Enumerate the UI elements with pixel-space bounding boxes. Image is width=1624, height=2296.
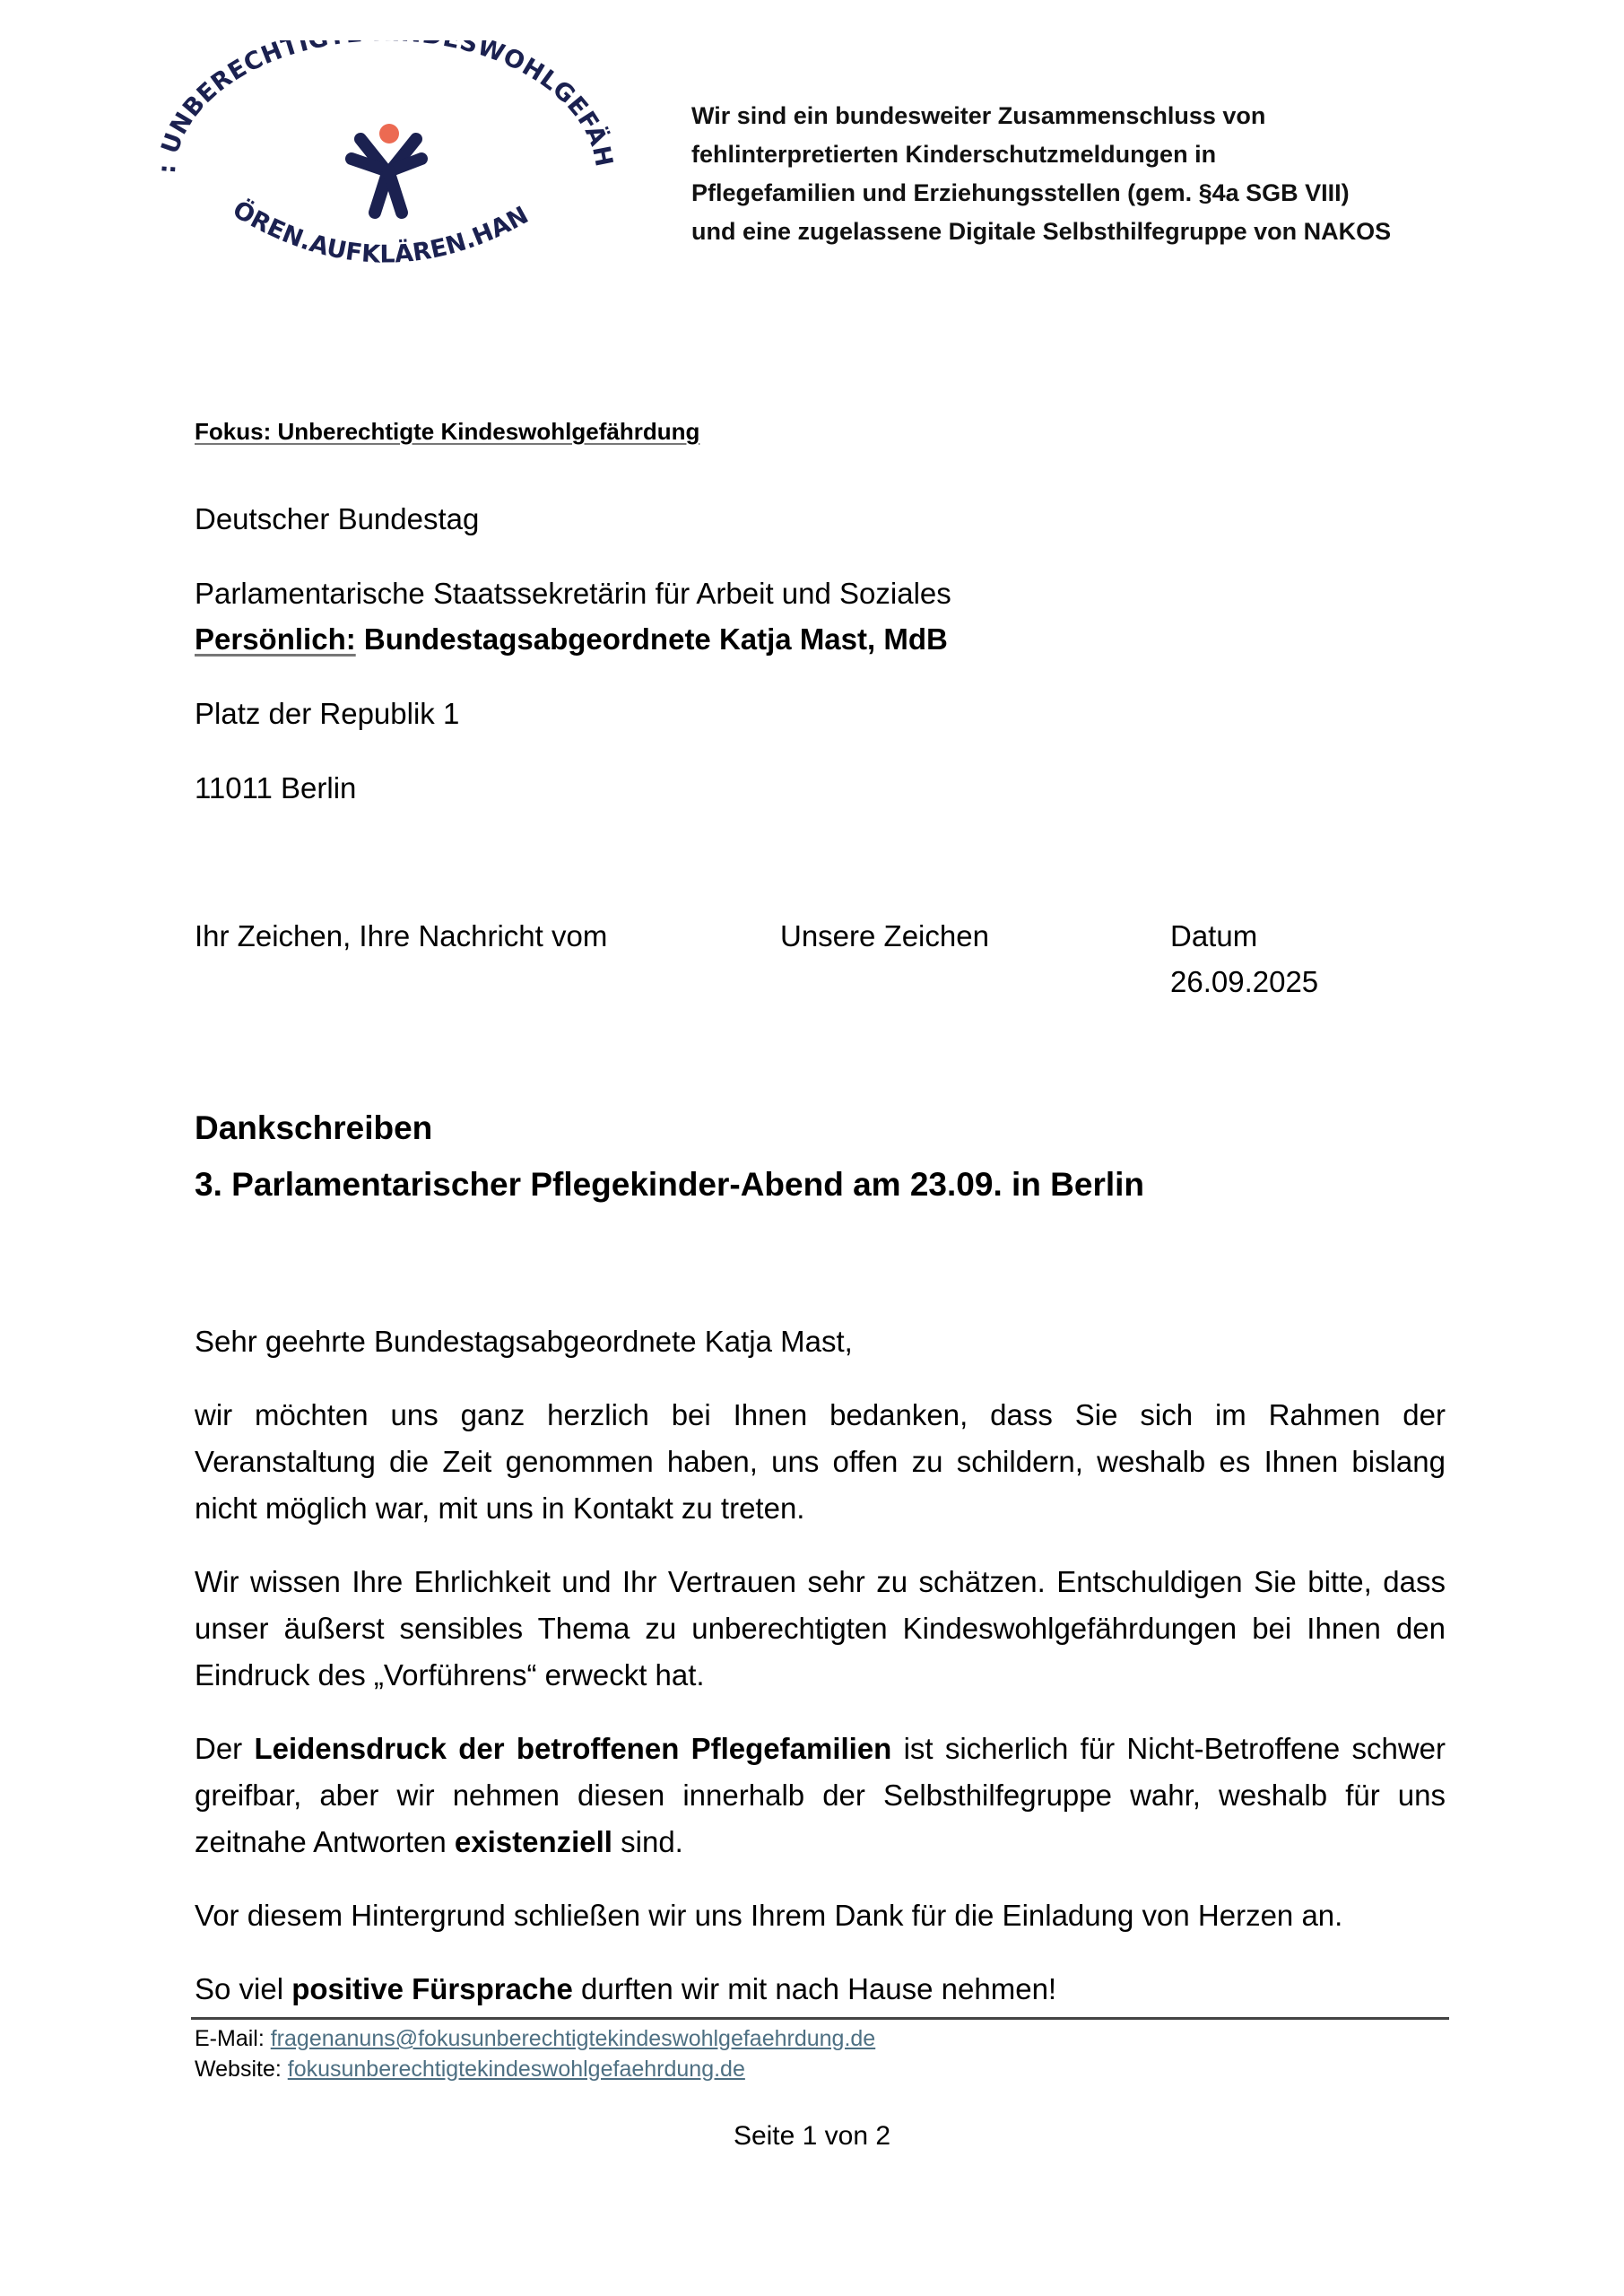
personal-label: Persönlich: xyxy=(195,622,356,656)
organization-statement xyxy=(691,97,1498,251)
email-link[interactable]: fragenanuns@fokusunberechtigtekindeswohlgefaehrdung.de xyxy=(270,2026,876,2051)
logo-top-arc-text: : UNBERECHTI SWOHLGEFÄH xyxy=(152,40,618,175)
your-reference-label: Ihr Zeichen, Ihre Nachricht vom xyxy=(195,919,608,952)
date-label: Datum xyxy=(1170,919,1258,952)
bold-text: existenziell xyxy=(454,1825,612,1858)
text-run: So viel xyxy=(195,1972,292,2005)
sender-return-line: Fokus: Unberechtigte Kindeswohlgefährdung xyxy=(195,418,700,445)
page-number: Seite 1 von 2 xyxy=(733,2121,891,2151)
recipient-organization: Deutscher Bundestag xyxy=(195,502,480,535)
recipient-street: Platz der Republik 1 xyxy=(195,697,460,730)
paragraph xyxy=(195,1726,1446,1866)
salutation: Sehr geehrte Bundestagsabgeordnete Katja Mast, xyxy=(195,1325,853,1358)
organization-logo xyxy=(152,40,619,300)
logo-graphic xyxy=(152,40,619,300)
letter-body xyxy=(195,1318,1446,2039)
recipient-personal xyxy=(195,622,948,657)
text-run: Der xyxy=(195,1732,255,1765)
email-label: E-Mail: xyxy=(195,2026,271,2051)
text-run: ist sicherlich für Nicht-Betroffene schwer greifbar, aber wir nehmen diesen innerhalb der Selbsthilfegruppe wahr, weshalb für uns zeitnahe Antworten xyxy=(195,1732,1446,1858)
text-run: sind. xyxy=(612,1825,683,1858)
recipient-role: Parlamentarische Staatssekretärin für Arbeit und Soziales xyxy=(195,577,951,610)
logo-bottom-arc-text: ÖREN.AUFKLÄREN.HAN xyxy=(228,196,534,269)
recipient-city: 11011 Berlin xyxy=(195,771,357,804)
bold-text: positive Fürsprache xyxy=(291,1972,573,2005)
paragraph: Vor diesem Hintergrund schließen wir uns Ihrem Dank für die Einladung von Herzen an. xyxy=(195,1899,1343,1932)
paragraph: Wir wissen Ihre Ehrlichkeit und Ihr Vertrauen sehr zu schätzen. Entschuldigen Sie bitte, dass unser äußerst sensibles Thema zu unberechtigten Kindeswohlgefährdungen bei Ihnen den Eindruck des „Vorführens“ erweckt hat. xyxy=(195,1565,1446,1692)
statement-line: und eine zugelassene Digitale Selbsthilfegruppe von NAKOS xyxy=(691,218,1392,245)
recipient-name: Bundestagsabgeordnete Katja Mast, MdB xyxy=(355,622,948,656)
date-value: 26.09.2025 xyxy=(1170,965,1319,998)
statement-line: fehlinterpretierten Kinderschutzmeldungen in xyxy=(691,141,1217,168)
website-link[interactable]: fokusunberechtigtekindeswohlgefaehrdung.de xyxy=(287,2057,745,2082)
bold-text: Leidensdruck der betroffenen Pflegefamilien xyxy=(254,1732,892,1765)
person-arms-raised-icon xyxy=(352,124,421,213)
website-label: Website: xyxy=(195,2057,288,2082)
our-reference-label: Unsere Zeichen xyxy=(780,919,989,952)
footer-divider xyxy=(191,2017,1449,2020)
text-run: durften wir mit nach Hause nehmen! xyxy=(572,1972,1057,2005)
paragraph xyxy=(195,1966,1446,2013)
subject-title: Dankschreiben xyxy=(195,1109,433,1146)
subject-subtitle: 3. Parlamentarischer Pflegekinder-Abend am 23.09. in Berlin xyxy=(195,1166,1145,1203)
statement-line: Pflegefamilien und Erziehungsstellen (gem. §4a SGB VIII) xyxy=(691,179,1350,206)
footer-contact xyxy=(195,2023,875,2084)
paragraph: wir möchten uns ganz herzlich bei Ihnen bedanken, dass Sie sich im Rahmen der Veranstaltung die Zeit genommen haben, uns offen zu schildern, weshalb es Ihnen bislang nicht möglich war, mit uns in Kontakt zu treten. xyxy=(195,1398,1446,1525)
website-row xyxy=(195,2054,875,2084)
email-row xyxy=(195,2023,875,2054)
statement-line: Wir sind ein bundesweiter Zusammenschluss von xyxy=(691,102,1266,129)
